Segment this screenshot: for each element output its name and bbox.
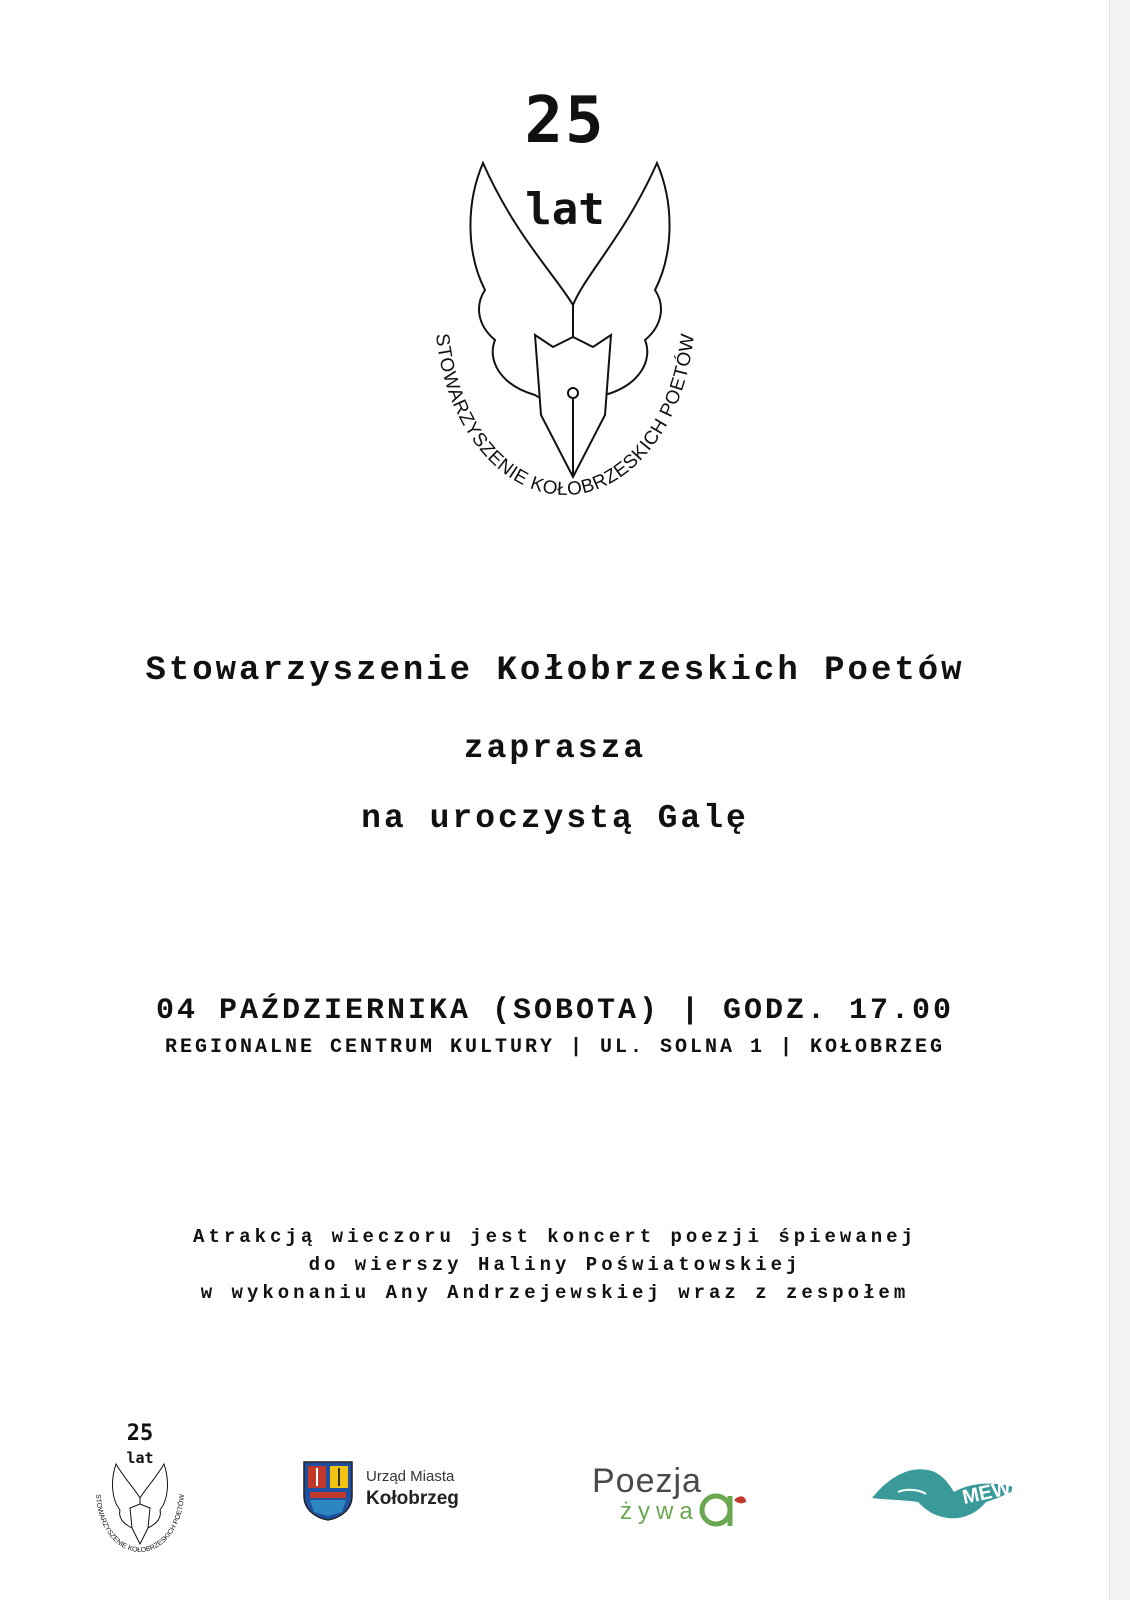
- sponsor-urzad-logo: [302, 1460, 492, 1530]
- organization-name: Stowarzyszenie Kołobrzeskich Poetów: [145, 652, 965, 690]
- main-logo: [405, 85, 725, 545]
- poezja-zywa-logo-icon: [694, 1476, 750, 1532]
- description-line-3: w wykonaniu Any Andrzejewskiej wraz z zespołem: [200, 1282, 910, 1304]
- zywa-word: żywa: [620, 1498, 699, 1525]
- small-ring-text: STOWARZYSZENIE KOŁOBRZESKICH POETÓW: [94, 1493, 187, 1555]
- mewa-text: MEWA: [960, 1474, 1026, 1509]
- event-venue: REGIONALNE CENTRUM KULTURY | UL. SOLNA 1 | KOŁOBRZEG: [164, 1036, 946, 1059]
- event-title: na uroczystą Galę: [361, 800, 749, 837]
- sponsor-skp-logo: [90, 1422, 190, 1562]
- event-date-time: 04 PAŹDZIERNIKA (SOBOTA) | GODZ. 17.00: [155, 994, 955, 1028]
- logo-number: 25: [524, 84, 606, 158]
- poezja-word: Poezja: [592, 1462, 702, 1500]
- description-line-1: Atrakcją wieczoru jest koncert poezji śpiewanej: [193, 1226, 917, 1248]
- description-line-2: do wierszy Haliny Poświatowskiej: [308, 1254, 802, 1276]
- sponsor-mewa-logo: [868, 1458, 1038, 1528]
- page-edge: [1109, 0, 1130, 1600]
- logo-ring-text: STOWARZYSZENIE KOŁOBRZESKICH POETÓW: [431, 332, 699, 501]
- urzad-line-2: Kołobrzeg: [366, 1488, 459, 1509]
- small-logo-lat: lat: [126, 1449, 154, 1467]
- seagull-icon: [868, 1458, 1038, 1528]
- invites-text: zaprasza: [463, 730, 647, 767]
- small-logo-number: 25: [126, 1421, 154, 1446]
- coat-of-arms-icon: [302, 1460, 354, 1522]
- logo-lat: lat: [525, 184, 605, 235]
- urzad-line-1: Urząd Miasta: [366, 1468, 455, 1485]
- sponsor-poezja-logo: [592, 1462, 762, 1532]
